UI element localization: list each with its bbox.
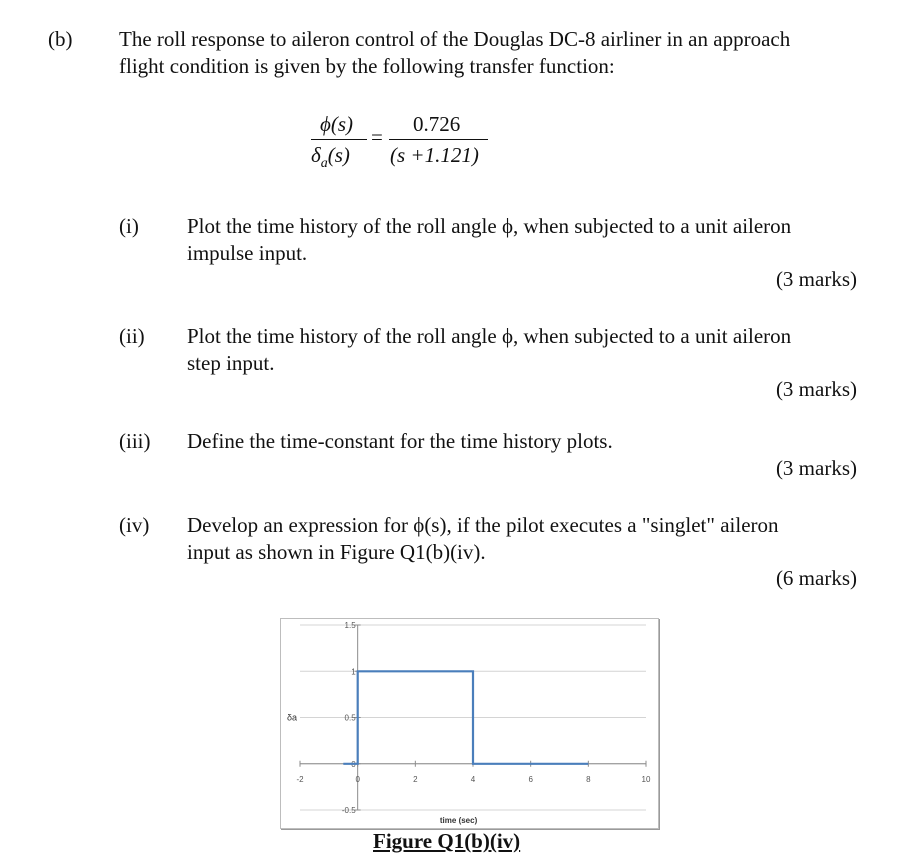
y-tick-label: 1	[351, 667, 356, 677]
x-tick-label: 8	[586, 775, 591, 784]
y-axis-label: δa	[287, 712, 298, 723]
aileron-subscript: a	[320, 156, 328, 172]
figure-caption: Figure Q1(b)(iv)	[373, 829, 521, 853]
y-tick-label: 1.5	[344, 621, 356, 630]
question-i-marks: (3 marks)	[775, 267, 857, 291]
x-tick-label: 0	[355, 775, 360, 784]
question-number-iii: (iii)	[119, 429, 151, 453]
x-tick-label: 10	[641, 775, 651, 784]
question-iii-marks: (3 marks)	[775, 456, 857, 480]
question-number-ii: (ii)	[119, 324, 145, 348]
equation-denominator-left	[311, 143, 350, 172]
question-number-iv: (iv)	[119, 513, 150, 537]
x-tick-label: -2	[296, 775, 304, 784]
question-number-i: (i)	[119, 214, 139, 238]
question-i-line-2: impulse input.	[187, 241, 308, 265]
equation-denominator-right: (s +1.121)	[390, 143, 479, 167]
singlet-input-chart	[280, 618, 659, 829]
question-iii-line-1: Define the time-constant for the time history plots.	[187, 429, 613, 453]
fraction-bar-right	[389, 139, 488, 140]
equation-numerator-right: 0.726	[413, 112, 461, 136]
chart-svg	[281, 619, 658, 828]
fraction-bar-left	[311, 139, 367, 140]
intro-line-2: flight condition is given by the following transfer function:	[119, 54, 615, 78]
equation-numerator-left: ϕ(s)	[320, 112, 354, 136]
x-tick-label: 2	[413, 775, 418, 784]
x-tick-label: 4	[470, 775, 476, 784]
question-ii-line-2: step input.	[187, 351, 275, 375]
y-tick-label: 0.5	[344, 713, 356, 723]
question-iv-line-1: Develop an expression for ϕ(s), if the pilot executes a "singlet" aileron	[187, 513, 779, 537]
equals-sign: =	[371, 125, 383, 149]
question-iv-line-2: input as shown in Figure Q1(b)(iv).	[187, 540, 486, 564]
x-axis-label: time (sec)	[439, 816, 478, 825]
delta-symbol: δ	[311, 143, 321, 167]
y-tick-label: 0	[351, 759, 356, 769]
y-tick-label: -0.5	[341, 806, 356, 815]
den-left-s: (s)	[327, 143, 350, 167]
question-iv-marks: (6 marks)	[775, 566, 857, 590]
part-label: (b)	[48, 27, 73, 51]
question-ii-line-1: Plot the time history of the roll angle ϕ, when subjected to a unit aileron	[187, 324, 792, 348]
intro-line-1: The roll response to aileron control of the Douglas DC-8 airliner in an approach	[119, 27, 791, 51]
question-ii-marks: (3 marks)	[775, 377, 857, 401]
question-i-line-1: Plot the time history of the roll angle ϕ, when subjected to a unit aileron	[187, 214, 792, 238]
x-tick-label: 6	[528, 775, 533, 784]
